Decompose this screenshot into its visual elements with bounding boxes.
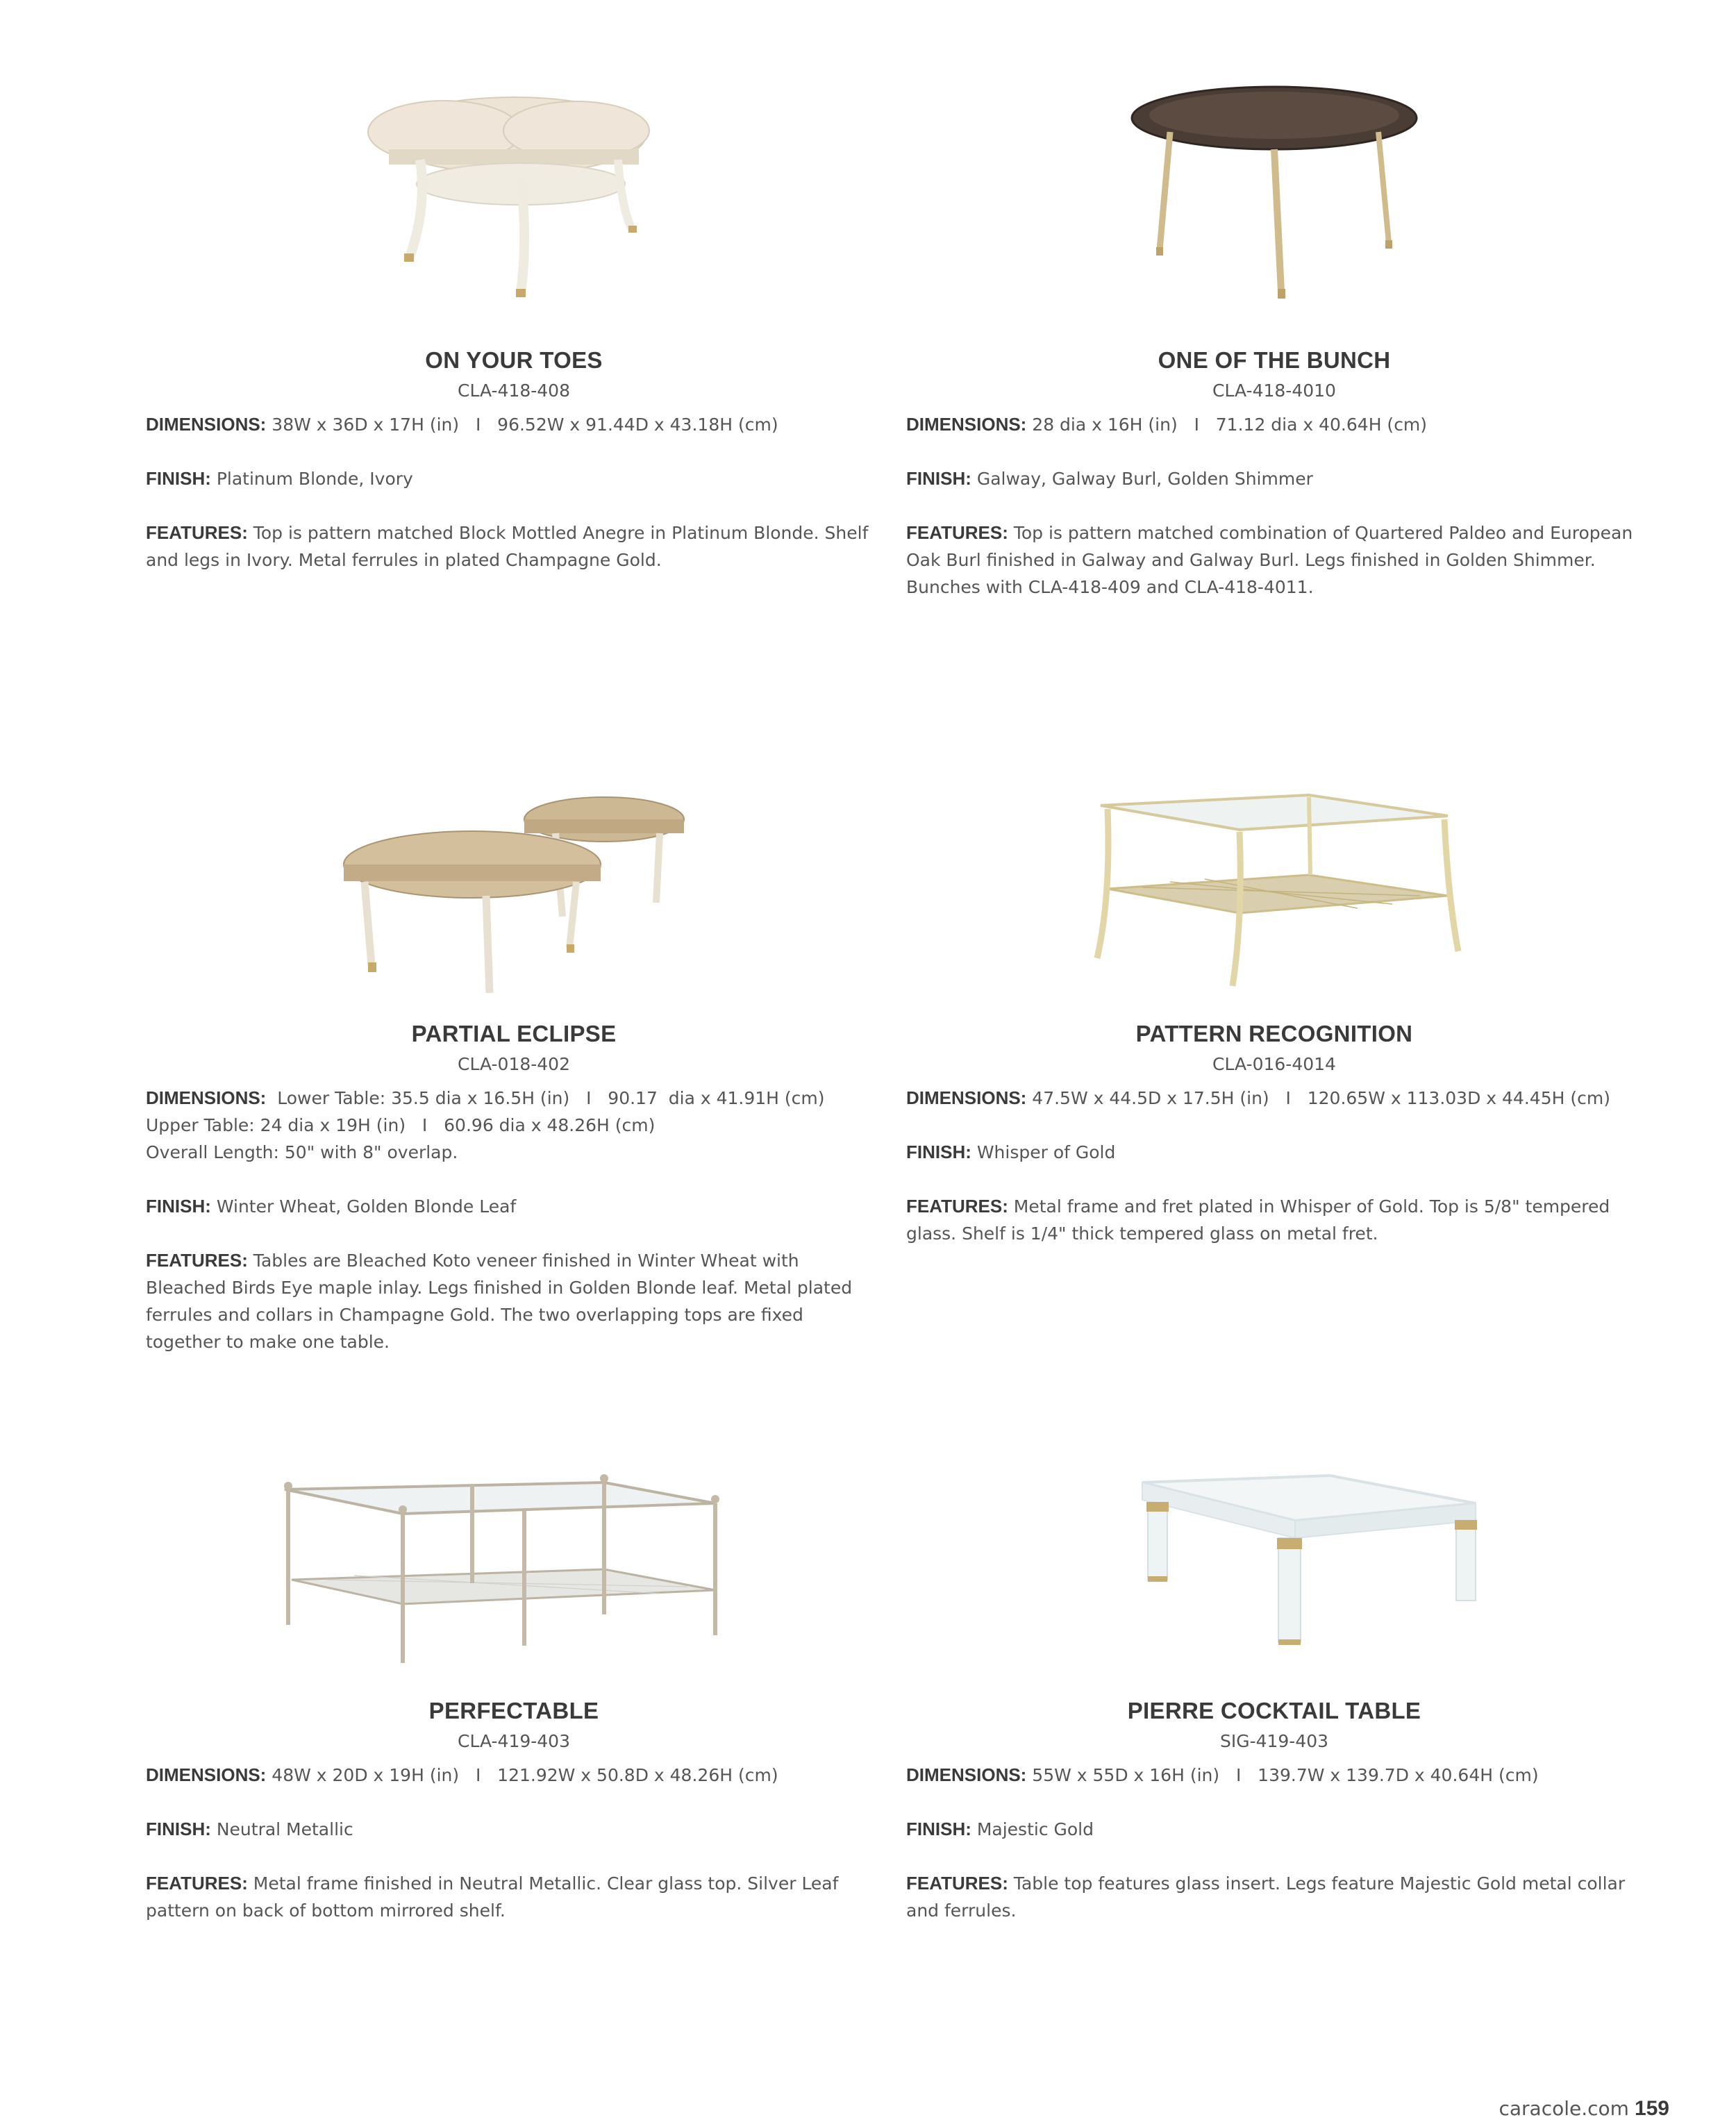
finish-label: FINISH: [146, 1819, 211, 1839]
dimensions-row [146, 411, 882, 438]
dimensions-value: 47.5W x 44.5D x 17.5H (in) I 120.65W x 113.03D x 44.45H (cm) [1026, 1088, 1610, 1108]
product-title: PARTIAL ECLIPSE [411, 1021, 617, 1046]
features-value: Metal frame and fret plated in Whisper of Gold. Top is 5/8" tempered glass. Shelf is 1/4" thick tempered glass on metal fret. [906, 1196, 1610, 1244]
features-value: Tables are Bleached Koto veneer finished in Winter Wheat with Bleached Birds Eye maple inlay. Legs finished in Golden Blonde leaf. Metal plated ferrules and collars in Champagne Gold. The two overlapping tops are fixed together to make one table. [146, 1251, 853, 1352]
dimensions-row [906, 1762, 1642, 1789]
product-sku: CLA-418-408 [458, 381, 570, 401]
product-sku: CLA-018-402 [458, 1054, 570, 1074]
product-photo-partial-eclipse [271, 757, 757, 993]
product-info [906, 411, 1642, 601]
features-row [906, 1193, 1642, 1247]
finish-label: FINISH: [906, 468, 971, 489]
product-title: PIERRE COCKTAIL TABLE [1127, 1698, 1421, 1723]
product-photo-pattern-recognition [1031, 757, 1517, 993]
finish-row [146, 465, 882, 492]
features-value: Table top features glass insert. Legs feature Majestic Gold metal collar and ferrules. [906, 1873, 1626, 1921]
dimensions-label: DIMENSIONS: [906, 414, 1027, 435]
finish-row [906, 1139, 1642, 1166]
features-row [906, 1870, 1642, 1924]
features-label: FEATURES: [146, 522, 248, 543]
dimensions-row [146, 1762, 882, 1789]
features-label: FEATURES: [906, 1873, 1008, 1894]
table-illustration [271, 1434, 757, 1670]
product-photo-one-of-the-bunch [1031, 83, 1517, 319]
finish-value: Winter Wheat, Golden Blonde Leaf [210, 1196, 517, 1217]
features-value: Top is pattern matched combination of Quartered Paldeo and European Oak Burl finished in Galway and Galway Burl. Legs finished in Golden Shimmer. Bunches with CLA-418-409 and CLA-418-4011. [906, 523, 1633, 597]
dimensions-label: DIMENSIONS: [146, 414, 267, 435]
page-number: 159 [1634, 2097, 1669, 2120]
finish-label: FINISH: [146, 1196, 211, 1217]
table-illustration [1031, 1434, 1517, 1670]
product-sku: CLA-016-4014 [1212, 1054, 1336, 1074]
table-illustration [271, 757, 757, 993]
product-photo-pierre-cocktail-table [1031, 1434, 1517, 1670]
product-title: PERFECTABLE [428, 1698, 599, 1723]
finish-value: Majestic Gold [971, 1819, 1094, 1839]
dimensions-label: DIMENSIONS: [146, 1764, 267, 1785]
finish-row [906, 465, 1642, 492]
features-row [146, 1247, 882, 1355]
product-sku: SIG-419-403 [1219, 1731, 1329, 1751]
features-row [906, 519, 1642, 601]
features-value: Metal frame finished in Neutral Metallic. Clear glass top. Silver Leaf pattern on back of bottom mirrored shelf. [146, 1873, 839, 1921]
dimensions-value: 28 dia x 16H (in) I 71.12 dia x 40.64H (cm) [1026, 415, 1428, 435]
dimensions-line-2: Upper Table: 24 dia x 19H (in) I 60.96 dia x 48.26H (cm) [146, 1115, 656, 1135]
product-title: ON YOUR TOES [425, 347, 603, 373]
product-sku: CLA-419-403 [458, 1731, 570, 1751]
dimensions-row [906, 411, 1642, 438]
features-label: FEATURES: [906, 522, 1008, 543]
dimensions-line-3: Overall Length: 50" with 8" overlap. [146, 1142, 458, 1162]
finish-value: Neutral Metallic [210, 1819, 353, 1839]
dimensions-row [906, 1085, 1642, 1112]
product-info [906, 1762, 1642, 1924]
product-sku: CLA-418-4010 [1212, 381, 1336, 401]
product-info [146, 1762, 882, 1924]
dimensions-row [146, 1085, 882, 1166]
product-title: ONE OF THE BUNCH [1158, 347, 1391, 373]
dimensions-value: 48W x 20D x 19H (in) I 121.92W x 50.8D x 48.26H (cm) [266, 1765, 778, 1785]
dimensions-label: DIMENSIONS: [906, 1764, 1027, 1785]
dimensions-value: 55W x 55D x 16H (in) I 139.7W x 139.7D x 40.64H (cm) [1026, 1765, 1539, 1785]
dimensions-line-1 [146, 1085, 882, 1112]
features-label: FEATURES: [146, 1250, 248, 1271]
finish-value: Galway, Galway Burl, Golden Shimmer [971, 469, 1313, 489]
dimensions-label: DIMENSIONS: [906, 1087, 1027, 1108]
product-info [146, 1085, 882, 1355]
finish-label: FINISH: [906, 1142, 971, 1162]
features-label: FEATURES: [146, 1873, 248, 1894]
finish-row [146, 1816, 882, 1843]
finish-value: Platinum Blonde, Ivory [210, 469, 413, 489]
product-photo-on-your-toes [271, 83, 757, 319]
features-value: Top is pattern matched Block Mottled Anegre in Platinum Blonde. Shelf and legs in Ivory. Metal ferrules in plated Champagne Gold. [146, 523, 869, 570]
finish-label: FINISH: [146, 468, 211, 489]
footer-site: caracole.com [1499, 2097, 1629, 2120]
table-illustration [1031, 757, 1517, 993]
dimensions-label: DIMENSIONS: [146, 1087, 267, 1108]
product-photo-perfectable [271, 1434, 757, 1670]
finish-value: Whisper of Gold [971, 1142, 1116, 1162]
table-illustration [271, 83, 757, 319]
dimensions-value: Lower Table: 35.5 dia x 16.5H (in) I 90.17 dia x 41.91H (cm) [266, 1088, 825, 1108]
product-info [146, 411, 882, 574]
finish-row [906, 1816, 1642, 1843]
product-title: PATTERN RECOGNITION [1135, 1021, 1413, 1046]
features-row [146, 519, 882, 574]
page-footer [1499, 2097, 1669, 2121]
product-info [906, 1085, 1642, 1247]
features-label: FEATURES: [906, 1196, 1008, 1217]
finish-label: FINISH: [906, 1819, 971, 1839]
table-illustration [1031, 83, 1517, 319]
dimensions-value: 38W x 36D x 17H (in) I 96.52W x 91.44D x 43.18H (cm) [266, 415, 778, 435]
finish-row [146, 1193, 882, 1220]
features-row [146, 1870, 882, 1924]
